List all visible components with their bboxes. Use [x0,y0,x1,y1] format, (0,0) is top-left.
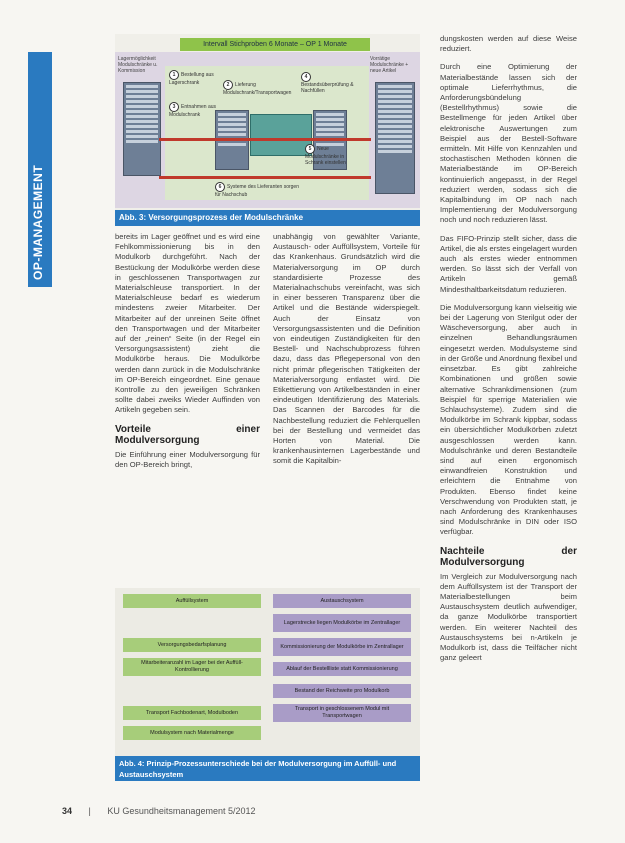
column-2 [273,232,420,475]
process-step: 3 Entnahmen aus Modulschrank [169,104,217,118]
cabinet-right [375,82,415,194]
fig2-left-box: Versorgungsbedarfsplanung [123,638,261,652]
section-tab [28,52,52,287]
column-3 [440,34,577,671]
process-step: 4Bestandsüberprüfung & Nachfüllen [301,74,354,94]
paragraph: Durch eine Optimierung der Materialbestände lassen sich der optimale Lieferrhythmus, die Anforderungsbündelung (Bestellrhythmus) sowie die Bestellmenge für jeden Artikel über elektronische Auswertungen zum Beispiel aus der Bestell-Software ermitteln. Mit Hilfe von Kennzahlen und stochastischen Methoden können die Materialbestände im OP-Bereich kontinuierlich angepasst, in der Regel reduziert werden, sodass sich die Kapitalbindung im OP nach nach Implementierung der Modulversorgung noch und noch reduzieren lässt. [440,62,577,225]
fig2-left-box: Mitarbeiteranzahl im Lager bei der Auffüll-Kontrollierung [123,658,261,676]
figure-1-label-left: Lagermöglichkeit Modulschränke u. Kommission [118,56,158,74]
figure-1-banner: Intervall Stichproben 6 Monate – OP 1 Monate [180,38,370,51]
figure-1 [115,34,420,226]
section-tab-label: OP-MANAGEMENT [31,164,45,280]
column-1 [115,232,260,478]
fig2-left-box: Auffüllsystem [123,594,261,608]
process-arrow-bottom [159,176,371,179]
paragraph: dungskosten werden auf diese Weise reduziert. [440,34,577,54]
fig2-right-box: Kommissionierung der Modulkörbe im Zentrallager [273,638,411,656]
subheading: Nachteile der Modulversorgung [440,545,577,568]
paragraph: unabhängig von gewählter Variante, Austausch- oder Auffüllsystem, Vorteile für das Krankenhaus. Grundsätzlich wird die Materialversorgung im OP durch standardisierte Prozesse des Materialnachschubs vereinfacht, was sich in einer besseren Transparenz über die Artikel und die Bestände widerspiegelt. Auch der Einsatz von Versorgungsassistenten und die Definition von eindeutigen Zuständigkeiten für den Bestell- und Nachschubprozess führen dazu, dass das Pflegepersonal von den nicht primär pflegerischen Tätigkeiten der Materialversorgung entlastet wird. Die Etikettierung von Artikelbeständen in einer eindeutigen Identifizierung des Materials. Das Scannen der Barcodes für die Nachbestellung reduziert die Fehlerquellen bei der Bestellung und vermeidet das Horten von Material. Die krankenhausinternen Lagerbestände und somit die Kapitalbin- [273,232,420,466]
paragraph: Die Einführung einer Modulversorgung für den OP-Bereich bringt, [115,449,260,469]
fig2-right-box: Austauschsystem [273,594,411,608]
footer-separator: | [88,806,91,816]
figure-2 [115,588,420,781]
process-step: 5 Neue Modulschränke in Schrank einstellen [305,146,346,166]
figure-1-caption: Abb. 3: Versorgungsprozess der Modulschränke [115,210,420,226]
transport-cart [250,114,312,156]
fig2-left-box: Modulsystem nach Materialmenge [123,726,261,740]
process-step: 6 Systeme des Lieferanten sorgen für Nachschub [215,184,299,198]
process-arrow-top [159,138,371,141]
paragraph: Das FIFO-Prinzip stellt sicher, dass die Artikel, die als erstes eingelagert wurden auch als erstes wieder entnommen werden. So lässt sich der Verfall von Artikeln gemäß Mindesthaltbarkeitsdatum reduzieren. [440,233,577,294]
figure-2-caption: Abb. 4: Prinzip-Prozessunterschiede bei der Modulversorgung im Auffüll- und Austauschsystem [115,756,420,781]
paragraph: Die Modulversorgung kann vielseitig wie bei der Lagerung von Sterilgut oder der Wäscheversorgung, aber auch in einzelnen Behandlungsräumen eingesetzt werden. Modulsysteme sind in der Größe und Anordnung flexibel und einsetzbar. Es gibt zahlreiche Kombinationen und größen sowie alternative Schrankdimensionen (zum Beispiel für sperrige Materialien wie Schlauchsysteme). Zudem sind die Modulkörbe im Schrank kippbar, sodass ein übersichtlicher Modulkörben zuletzt ausgeschlossen werden kann. Modulschränke und deren Bestandteile sind auf einen ergonomisch einwandfreien Konstruktion und erleichtern die Entnahme von Produkten. Ebenso findet keine Verschwendung von Produkten statt, je nach Anforderung des Krankenhauses sind Modulschränke in DIN oder ISO verfügbar. [440,302,577,537]
subheading: Vorteile einer Modulversorgung [115,423,260,446]
fig2-right-box: Ablauf der Bestellliste statt Kommissionierung [273,662,411,676]
figure-1-diagram [115,52,420,208]
page-footer [62,806,256,816]
paragraph: Im Vergleich zur Modulversorgung nach dem Auffüllsystem ist der Transport der Materialbestellungen beim Austauschsystem deutlich aufwendiger, da ganze Modulkörbe transportiert werden. Ein weiterer Nachteil des Austauschsystems bei n-Artikeln je Modulkorb ist, dass die Teilfächer nicht ganz geleert [440,571,577,663]
fig2-right-box: Transport in geschlossenem Modul mit Transportwagen [273,704,411,722]
fig2-left-box: Transport Fachbodenart, Modulboden [123,706,261,720]
process-step: 2 Lieferung Modulschrank/Transportwagen [223,82,292,96]
fig2-right-box: Lagerstrecke liegen Modulkörbe im Zentrallager [273,614,411,632]
journal-name: KU Gesundheitsmanagement 5/2012 [107,806,256,816]
figure-1-label-right: Vorrätige Modulschränke + neue Artikel [370,56,409,74]
page-number: 34 [62,806,73,816]
paragraph: bereits im Lager geöffnet und es wird eine Fehlkommissionierung bis in den Modulkorb durchgeführt. Nach der Bestückung der Modulkörbe werden diese in geschlossenen Transportwagen zur Materialschleuse transportiert. In der Materialschleuse bedarf es wiederum mindestens zweier Mitarbeiter. Der Mitarbeiter auf der unreinen Seite öffnet den Transportwagen und der Mitarbeiter auf der „reinen“ Seite (in der Regel ein Versorgungsassistent) zieht die Modulkörbe heraus. Die Modulkörbe werden dann zurück in die Modulschränke im OP-Bereich eingeordnet. Eine genaue Kontrolle zu den jeweiligen Schränken sollte dabei zweiks Wieder Auffinden von Artikeln gegeben sein. [115,232,260,415]
cabinet-left [123,82,161,176]
fig2-right-box: Bestand der Reichweite pro Modulkorb [273,684,411,698]
process-step: 1 Bestellung aus Lagerschrank [169,72,214,86]
